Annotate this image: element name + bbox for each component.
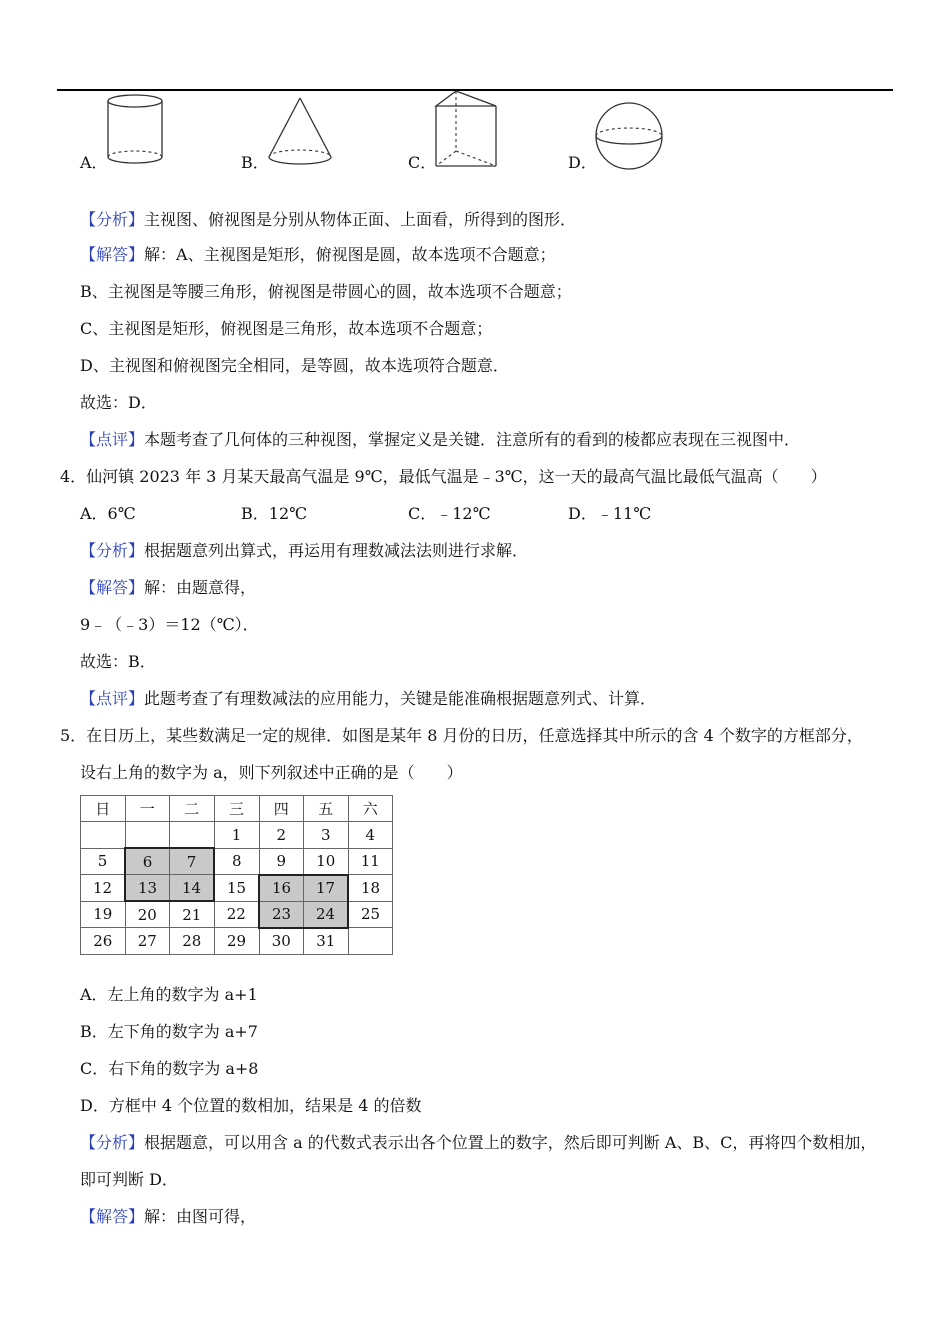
q5-stem-line2: 设右上角的数字为 a，则下列叙述中正确的是（ ）	[80, 763, 463, 782]
highlighted-cell: 6	[125, 848, 170, 875]
calendar-cell: 15	[214, 875, 259, 902]
comment-tag: 【点评】	[80, 689, 145, 708]
calendar-row	[81, 848, 393, 875]
calendar-row	[81, 875, 393, 902]
q3-choice: 故选：D．	[80, 393, 157, 412]
q5-answer	[80, 1207, 256, 1227]
q3-option-d-label: D．	[568, 153, 597, 172]
answer-tag: 【解答】	[80, 578, 145, 597]
q3-option-b-label: B．	[241, 153, 269, 172]
answer-line: 解：A、主视图是矩形，俯视图是圆，故本选项不合题意；	[144, 245, 556, 264]
q3-answer-line-b: B、主视图是等腰三角形，俯视图是带圆心的圆，故本选项不合题意；	[80, 282, 572, 301]
analysis-tag: 【分析】	[80, 1133, 145, 1152]
q5-analysis	[80, 1133, 876, 1153]
weekday-header: 五	[304, 796, 349, 822]
calendar-cell: 5	[81, 848, 126, 875]
q5-option-d: D．方框中 4 个位置的数相加，结果是 4 的倍数	[80, 1096, 422, 1115]
q3-answer-line-d: D、主视图和俯视图完全相同，是等圆，故本选项符合题意．	[80, 356, 509, 375]
comment-text: 本题考查了几何体的三种视图，掌握定义是关键．注意所有的看到的棱都应表现在三视图中．	[144, 430, 801, 449]
q3-answer	[80, 245, 556, 265]
q4-option-d: D．﹣11℃	[568, 504, 652, 523]
calendar-header-row	[81, 796, 393, 822]
weekday-header: 三	[214, 796, 259, 822]
calendar-cell: 1	[214, 822, 259, 849]
q3-option-a-label: A．	[80, 153, 108, 172]
highlighted-cell: 17	[304, 875, 349, 902]
calendar-cell: 18	[348, 875, 393, 902]
calendar-cell	[125, 822, 170, 849]
calendar-cell: 9	[259, 848, 304, 875]
highlighted-cell: 23	[259, 901, 304, 928]
q4-choice: 故选：B．	[80, 652, 156, 671]
calendar-cell	[81, 822, 126, 849]
calendar-cell: 10	[304, 848, 349, 875]
analysis-text: 根据题意，可以用含 a 的代数式表示出各个位置上的数字，然后即可判断 A、B、C，再将四个数相加，	[144, 1133, 877, 1152]
calendar-cell: 27	[125, 928, 170, 955]
analysis-tag: 【分析】	[80, 210, 145, 229]
highlighted-cell: 7	[170, 848, 215, 875]
weekday-header: 二	[170, 796, 215, 822]
answer-tag: 【解答】	[80, 1207, 145, 1226]
answer-text: 解：由图可得，	[144, 1207, 257, 1226]
calendar-cell: 12	[81, 875, 126, 902]
weekday-header: 六	[348, 796, 393, 822]
calendar-cell: 21	[170, 901, 215, 928]
answer-tag: 【解答】	[80, 245, 145, 264]
q4-option-b: B．12℃	[241, 504, 308, 523]
calendar-cell: 26	[81, 928, 126, 955]
analysis-tag: 【分析】	[80, 541, 145, 560]
calendar-cell: 4	[348, 822, 393, 849]
highlighted-cell: 16	[259, 875, 304, 902]
q4-option-c: C．﹣12℃	[408, 504, 491, 523]
cone-figure	[262, 92, 338, 170]
answer-line: 解：由题意得，	[144, 578, 257, 597]
calendar-cell: 8	[214, 848, 259, 875]
calendar-cell: 28	[170, 928, 215, 955]
q3-comment	[80, 430, 800, 450]
calendar-cell: 29	[214, 928, 259, 955]
q4-equation: 9﹣（﹣3）＝12（℃）．	[80, 615, 259, 634]
q5-option-b: B．左下角的数字为 a+7	[80, 1022, 258, 1041]
highlighted-cell: 14	[170, 875, 215, 902]
q3-analysis	[80, 210, 576, 230]
q5-option-a: A．左上角的数字为 a+1	[80, 985, 258, 1004]
calendar-row	[81, 822, 393, 849]
sphere-figure	[593, 100, 665, 172]
calendar-cell: 30	[259, 928, 304, 955]
highlighted-cell: 24	[304, 901, 349, 928]
calendar-row	[81, 928, 393, 955]
analysis-text: 主视图、俯视图是分别从物体正面、上面看，所得到的图形．	[144, 210, 577, 229]
q3-answer-line-c: C、主视图是矩形，俯视图是三角形，故本选项不合题意；	[80, 319, 493, 338]
calendar-cell: 2	[259, 822, 304, 849]
comment-text: 此题考查了有理数减法的应用能力，关键是能准确根据题意列式、计算．	[144, 689, 657, 708]
q4-option-a: A．6℃	[80, 504, 136, 523]
q4-answer	[80, 578, 256, 598]
q4-comment	[80, 689, 656, 709]
q5-option-c: C．右下角的数字为 a+8	[80, 1059, 259, 1078]
calendar-cell	[348, 928, 393, 955]
weekday-header: 四	[259, 796, 304, 822]
analysis-text: 根据题意列出算式，再运用有理数减法法则进行求解．	[144, 541, 529, 560]
triangular-prism-figure	[430, 88, 502, 170]
calendar-cell	[170, 822, 215, 849]
q4-stem: 4．仙河镇 2023 年 3 月某天最高气温是 9℃，最低气温是﹣3℃，这一天的最高气温比最低气温高（ ）	[60, 467, 827, 486]
q3-option-c-label: C．	[408, 153, 437, 172]
calendar-cell: 3	[304, 822, 349, 849]
august-calendar	[80, 795, 393, 955]
weekday-header: 日	[81, 796, 126, 822]
cylinder-figure	[100, 92, 170, 170]
calendar-cell: 31	[304, 928, 349, 955]
q5-analysis-cont: 即可判断 D．	[80, 1170, 178, 1189]
calendar-cell: 25	[348, 901, 393, 928]
q5-stem-line1: 5．在日历上，某些数满足一定的规律．如图是某年 8 月份的日历，任意选择其中所示的含 4 个数字的方框部分，	[60, 726, 863, 745]
calendar-cell: 11	[348, 848, 393, 875]
q4-analysis	[80, 541, 528, 561]
weekday-header: 一	[125, 796, 170, 822]
calendar-row	[81, 901, 393, 928]
comment-tag: 【点评】	[80, 430, 145, 449]
calendar-cell: 20	[125, 901, 170, 928]
calendar-cell: 22	[214, 901, 259, 928]
highlighted-cell: 13	[125, 875, 170, 902]
calendar-cell: 19	[81, 901, 126, 928]
